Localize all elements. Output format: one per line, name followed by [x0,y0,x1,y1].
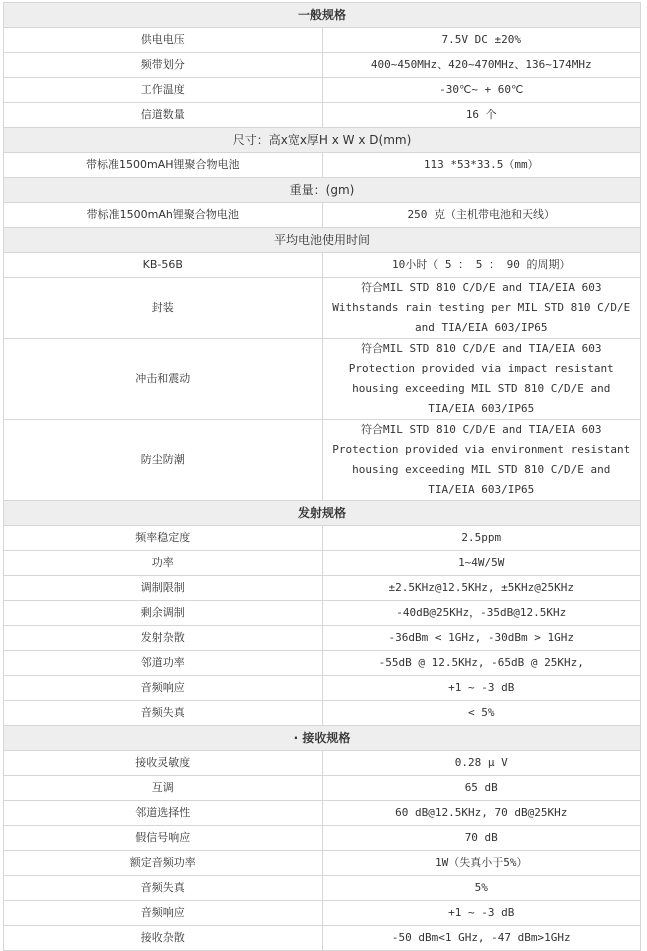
spec-table-body [4,3,641,951]
spec-row [4,103,641,128]
section-header-row [4,501,641,526]
spec-label: 频率稳定度 [4,526,323,551]
spec-row [4,926,641,951]
spec-row [4,551,641,576]
spec-value: -36dBm < 1GHz, -30dBm > 1GHz [322,626,641,651]
spec-row [4,278,641,339]
spec-label: 发射杂散 [4,626,323,651]
spec-label: KB-56B [4,253,323,278]
spec-value: ±2.5KHz@12.5KHz, ±5KHz@25KHz [322,576,641,601]
spec-value: -30℃~ + 60℃ [322,78,641,103]
spec-label: 调制限制 [4,576,323,601]
spec-value: +1 ~ -3 dB [322,901,641,926]
spec-value: 0.28 μ V [322,751,641,776]
spec-label: 冲击和震动 [4,339,323,420]
section-header-row [4,128,641,153]
spec-row [4,420,641,501]
spec-value: 250 克（主机带电池和天线） [322,203,641,228]
spec-value: 65 dB [322,776,641,801]
spec-value: 7.5V DC ±20% [322,28,641,53]
spec-value: 符合MIL STD 810 C/D/E and TIA/EIA 603 Withstands rain testing per MIL STD 810 C/D/E and TIA/EIA 603/IP65 [322,278,641,339]
spec-label: 额定音频功率 [4,851,323,876]
spec-value: -50 dBm<1 GHz, -47 dBm>1GHz [322,926,641,951]
spec-row [4,676,641,701]
spec-row [4,826,641,851]
spec-value: 113 *53*33.5（mm） [322,153,641,178]
spec-value: 符合MIL STD 810 C/D/E and TIA/EIA 603 Protection provided via impact resistant housing exceeding MIL STD 810 C/D/E and TIA/EIA 603/IP65 [322,339,641,420]
spec-label: 接收灵敏度 [4,751,323,776]
spec-label: 剩余调制 [4,601,323,626]
spec-row [4,28,641,53]
spec-row [4,626,641,651]
spec-row [4,526,641,551]
section-header-row [4,3,641,28]
spec-label: 邻道选择性 [4,801,323,826]
spec-label: 带标准1500mAH锂聚合物电池 [4,153,323,178]
section-title: 平均电池使用时间 [4,228,641,253]
spec-row [4,801,641,826]
spec-row [4,153,641,178]
spec-label: 互调 [4,776,323,801]
spec-label: 音频失真 [4,701,323,726]
spec-value: 符合MIL STD 810 C/D/E and TIA/EIA 603 Protection provided via environment resistant housing exceeding MIL STD 810 C/D/E and TIA/EIA 603/IP65 [322,420,641,501]
section-title: 发射规格 [4,501,641,526]
spec-label: 假信号响应 [4,826,323,851]
spec-label: 封装 [4,278,323,339]
spec-label: 工作温度 [4,78,323,103]
spec-value: < 5% [322,701,641,726]
spec-row [4,851,641,876]
spec-row [4,651,641,676]
spec-label: 音频响应 [4,901,323,926]
spec-value: 1W（失真小于5%） [322,851,641,876]
section-title: · 接收规格 [4,726,641,751]
spec-value: -55dB @ 12.5KHz, -65dB @ 25KHz, [322,651,641,676]
spec-value: -40dB@25KHz，-35dB@12.5KHz [322,601,641,626]
spec-table [3,2,641,951]
section-header-row [4,228,641,253]
spec-row [4,901,641,926]
spec-label: 频带划分 [4,53,323,78]
spec-row [4,78,641,103]
spec-row [4,776,641,801]
spec-value: 70 dB [322,826,641,851]
spec-row [4,601,641,626]
spec-row [4,203,641,228]
spec-row [4,53,641,78]
spec-label: 接收杂散 [4,926,323,951]
section-header-row [4,178,641,203]
spec-label: 功率 [4,551,323,576]
section-title: 尺寸：高x宽x厚H x W x D(mm) [4,128,641,153]
spec-row [4,576,641,601]
spec-label: 音频失真 [4,876,323,901]
spec-label: 信道数量 [4,103,323,128]
spec-value: 1~4W/5W [322,551,641,576]
spec-label: 邻道功率 [4,651,323,676]
spec-row [4,339,641,420]
spec-value: 60 dB@12.5KHz, 70 dB@25KHz [322,801,641,826]
spec-label: 防尘防潮 [4,420,323,501]
spec-value: 2.5ppm [322,526,641,551]
section-header-row [4,726,641,751]
spec-row [4,751,641,776]
spec-value: +1 ~ -3 dB [322,676,641,701]
section-title: 重量：(gm) [4,178,641,203]
section-title: 一般规格 [4,3,641,28]
spec-label: 供电电压 [4,28,323,53]
spec-row [4,876,641,901]
spec-value: 16 个 [322,103,641,128]
spec-value: 10小时（ 5 ： 5 ： 90 的周期） [322,253,641,278]
spec-value: 400~450MHz、420~470MHz、136~174MHz [322,53,641,78]
spec-row [4,253,641,278]
spec-row [4,701,641,726]
spec-label: 音频响应 [4,676,323,701]
spec-value: 5% [322,876,641,901]
spec-label: 带标准1500mAh锂聚合物电池 [4,203,323,228]
